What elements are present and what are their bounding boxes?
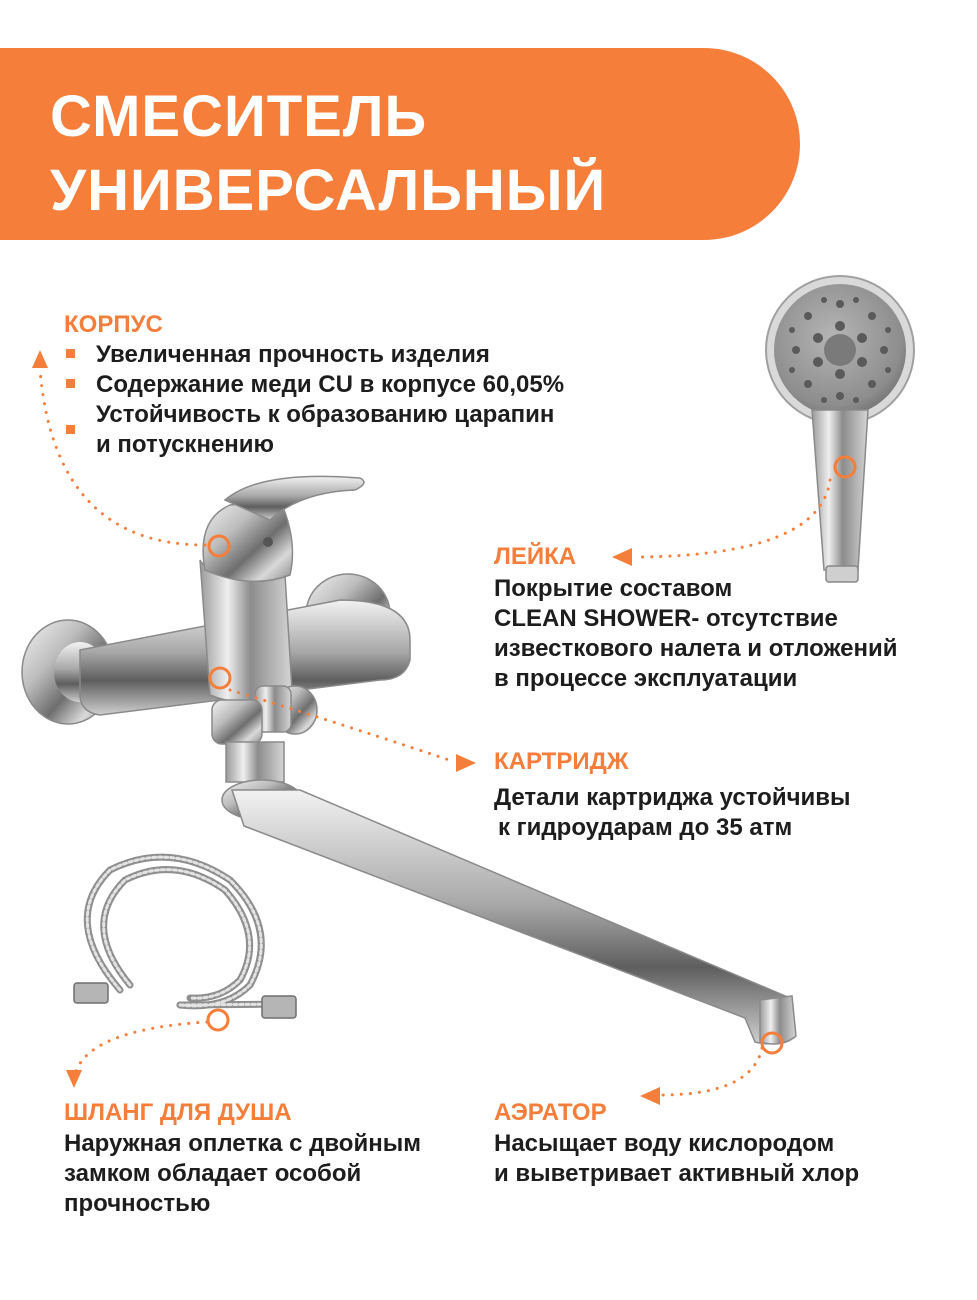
shower-head-text-4: в процессе эксплуатации (494, 665, 798, 692)
shower-head-text-1: Покрытие составом (494, 575, 733, 602)
body-feature-2: Содержание меди CU в корпусе 60,05% (96, 371, 565, 398)
shower-head-text-2: CLEAN SHOWER- отсутствие (494, 605, 838, 632)
hose-text-3: прочностью (64, 1190, 211, 1217)
section-heading-hose: ШЛАНГ ДЛЯ ДУША (64, 1099, 292, 1126)
cartridge-text-2: к гидроударам до 35 атм (498, 814, 793, 841)
square-bullet-icon (66, 349, 75, 358)
section-heading-body: КОРПУС (64, 311, 163, 338)
title-line-2: УНИВЕРСАЛЬНЫЙ (50, 158, 607, 223)
shower-head-image (766, 276, 914, 582)
arrow-head-icon (32, 350, 660, 1105)
square-bullet-icon (66, 379, 75, 388)
body-feature-1: Увеличенная прочность изделия (96, 341, 490, 368)
hose-text-1: Наружная оплетка с двойным (64, 1130, 421, 1157)
shower-hose-image (74, 857, 296, 1018)
body-feature-3-cont: и потускнению (96, 431, 275, 458)
aerator-text-1: Насыщает воду кислородом (494, 1130, 835, 1157)
aerator-text-2: и выветривает активный хлор (494, 1160, 860, 1187)
mixer-faucet-image (22, 476, 796, 1044)
body-feature-3: Устойчивость к образованию царапин (96, 401, 555, 428)
cartridge-text-1: Детали картриджа устойчивы (494, 784, 851, 811)
title-line-1: СМЕСИТЕЛЬ (50, 84, 428, 149)
section-heading-cartridge: КАРТРИДЖ (494, 748, 629, 775)
square-bullet-icon (66, 425, 75, 434)
shower-head-text-3: известкового налета и отложений (494, 635, 898, 662)
section-heading-shower-head: ЛЕЙКА (494, 543, 577, 570)
section-heading-aerator: АЭРАТОР (494, 1099, 607, 1126)
hose-text-2: замком обладает особой (64, 1160, 362, 1187)
